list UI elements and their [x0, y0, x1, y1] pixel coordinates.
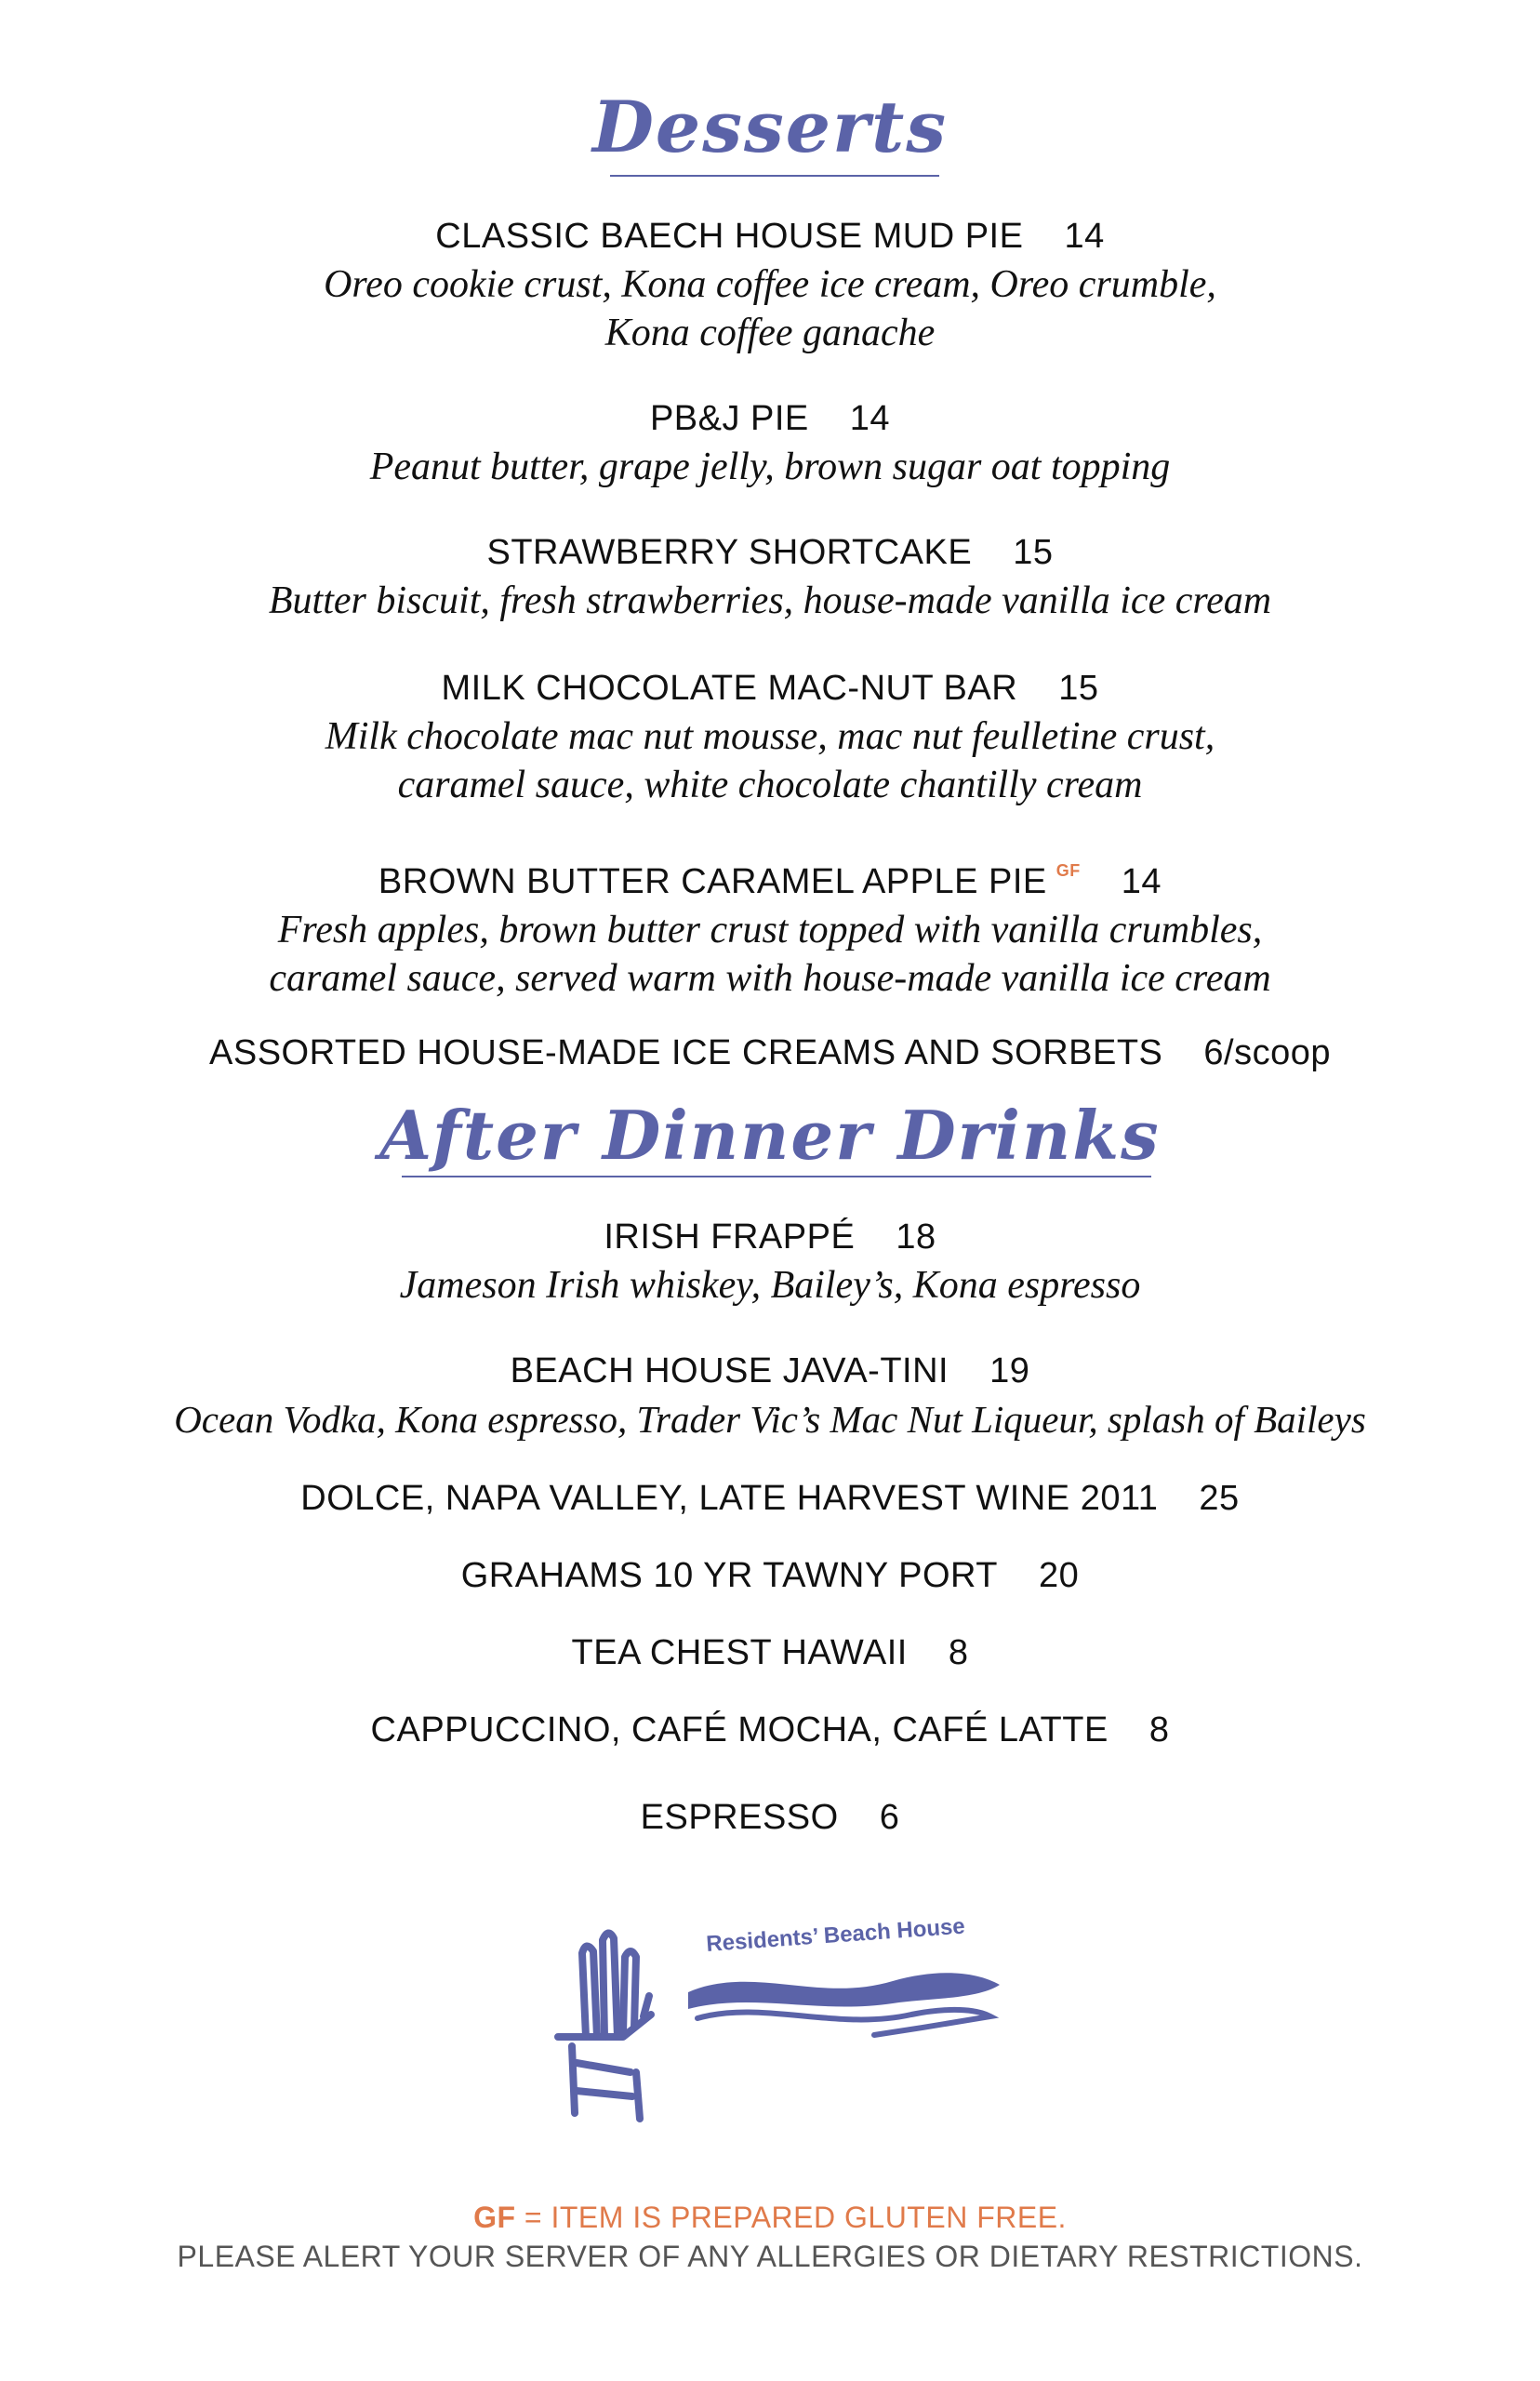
menu-item: [0, 1793, 1540, 1842]
item-name: ASSORTED HOUSE-MADE ICE CREAMS AND SORBETS: [209, 1033, 1163, 1072]
menu-item: [0, 1551, 1540, 1600]
gf-badge: GF: [1055, 861, 1081, 880]
item-name: CAPPUCCINO, CAFÉ MOCHA, CAFÉ LATTE: [370, 1710, 1109, 1749]
wave-decoration: [697, 2010, 990, 2035]
item-price: 8: [948, 1633, 969, 1672]
item-price: 6/scoop: [1203, 1033, 1331, 1072]
gf-label: GF: [473, 2201, 516, 2234]
item-description: Oreo cookie crust, Kona coffee ice cream, Oreo crumble,: [324, 263, 1216, 306]
item-description: Butter biscuit, fresh strawberries, house-made vanilla ice cream: [268, 579, 1272, 622]
item-name: BROWN BUTTER CARAMEL APPLE PIE: [378, 862, 1047, 901]
item-price: 14: [1121, 862, 1162, 901]
item-name: DOLCE, NAPA VALLEY, LATE HARVEST WINE 2011: [300, 1479, 1159, 1518]
desserts-title-underline: [610, 175, 939, 177]
item-price: 14: [849, 399, 891, 438]
allergy-notice: PLEASE ALERT YOUR SERVER OF ANY ALLERGIES OR DIETARY RESTRICTIONS.: [177, 2240, 1363, 2273]
item-description: Milk chocolate mac nut mousse, mac nut feulletine crust,: [325, 715, 1215, 758]
item-name: STRAWBERRY SHORTCAKE: [486, 533, 973, 572]
item-name: ESPRESSO: [640, 1798, 839, 1837]
item-price: 8: [1148, 1710, 1170, 1749]
menu-item: [0, 394, 1540, 491]
item-description: Ocean Vodka, Kona espresso, Trader Vic’s Mac Nut Liqueur, splash of Baileys: [174, 1398, 1366, 1441]
item-name: TEA CHEST HAWAII: [571, 1633, 908, 1672]
menu-item: [0, 212, 1540, 357]
item-description: Kona coffee ganache: [604, 312, 936, 354]
gf-legend-text: = ITEM IS PREPARED GLUTEN FREE.: [515, 2201, 1067, 2234]
menu-item: [0, 528, 1540, 625]
item-name: CLASSIC BAECH HOUSE MUD PIE: [435, 217, 1024, 256]
item-price: 15: [1013, 533, 1054, 572]
item-description: Peanut butter, grape jelly, brown sugar oat topping: [369, 446, 1171, 488]
item-name: GRAHAMS 10 YR TAWNY PORT: [460, 1556, 998, 1595]
beach-house-logo: [521, 1907, 1023, 2148]
desserts-title: Desserts: [591, 86, 949, 168]
item-price: 6: [879, 1798, 900, 1837]
menu-item: [0, 1629, 1540, 1677]
menu-item: [0, 1706, 1540, 1754]
item-name: IRISH FRAPPÉ: [604, 1217, 856, 1257]
adirondack-chair-icon: [558, 1933, 651, 2119]
item-description: Fresh apples, brown butter crust topped with vanilla crumbles,: [277, 909, 1263, 951]
item-name: MILK CHOCOLATE MAC-NUT BAR: [441, 669, 1018, 708]
item-name: BEACH HOUSE JAVA-TINI: [510, 1351, 949, 1390]
drinks-title: After Dinner Drinks: [379, 1096, 1161, 1175]
item-price: 20: [1038, 1556, 1080, 1595]
menu-item: [0, 664, 1540, 809]
gf-legend: [0, 2201, 1540, 2235]
wave-decoration: [688, 1973, 1000, 2009]
menu-item: [0, 1474, 1540, 1523]
item-price: 15: [1058, 669, 1099, 708]
item-price: 19: [989, 1351, 1030, 1390]
menu-item: [0, 1347, 1540, 1443]
drinks-title-underline: [402, 1176, 1151, 1177]
item-name: PB&J PIE: [649, 399, 809, 438]
menu-item: [0, 1213, 1540, 1310]
item-description: caramel sauce, white chocolate chantilly cream: [397, 764, 1143, 806]
item-description: Jameson Irish whiskey, Bailey’s, Kona espresso: [399, 1264, 1141, 1307]
item-price: 14: [1064, 217, 1105, 256]
logo-text: Residents’ Beach House: [705, 1913, 966, 1957]
menu-item: [0, 1029, 1540, 1077]
item-description: caramel sauce, served warm with house-made vanilla ice cream: [269, 957, 1271, 1000]
item-price: 25: [1199, 1479, 1240, 1518]
menu-item: [0, 846, 1540, 1003]
item-price: 18: [896, 1217, 936, 1257]
